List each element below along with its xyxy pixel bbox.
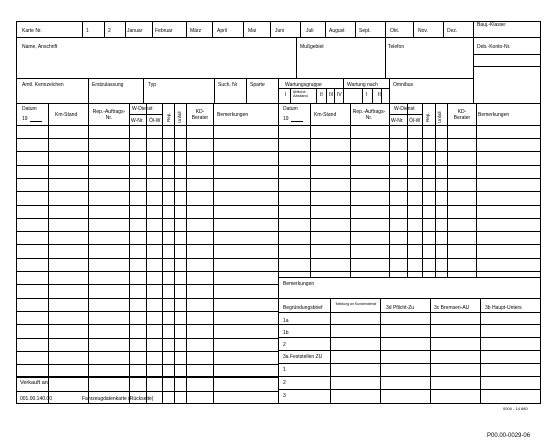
rule-h-21 [473, 54, 541, 55]
right-w-dienst-label: W-Dienst [394, 106, 415, 112]
row-1a: 1a [283, 318, 289, 324]
rule-h-67 [16, 191, 278, 192]
rule-v-8 [152, 21, 153, 37]
left-km-stand-label: Km-Stand [55, 112, 78, 118]
deb-konto-nr-label: Deb.-Konto-Nr. [477, 44, 511, 50]
rule-h-89 [278, 218, 541, 219]
rule-h-76 [16, 311, 278, 312]
left-rep-label: Rep. [166, 112, 171, 122]
rule-v-49 [186, 103, 187, 403]
rule-v-23 [296, 37, 297, 78]
wn-cell-2: II [378, 92, 381, 98]
rule-h-66 [16, 178, 278, 179]
small-code: 0004 - 14 680 [503, 406, 528, 411]
rule-v-35 [290, 88, 291, 103]
document-code: P00.00-0029-06 [487, 433, 531, 439]
rule-v-40 [362, 88, 363, 103]
rule-v-48 [174, 103, 175, 403]
rule-h-61 [389, 114, 422, 115]
typ-label: Typ [148, 82, 157, 88]
fahrzeugdaten-label: Fahrzeugdatenkarte (Rückseite) [82, 396, 154, 402]
rule-v-50 [213, 103, 214, 403]
rule-v-19 [473, 21, 474, 103]
month-feb: Februar [155, 28, 173, 34]
rule-v-7 [125, 21, 126, 37]
right-rep-label: Rep. [425, 112, 430, 122]
rule-v-42 [381, 88, 382, 103]
rule-v-24 [385, 37, 386, 78]
mussgebiet-label: Mußgebiet [300, 44, 324, 50]
right-unfall-label: Unfall [437, 111, 442, 123]
rule-h-83 [278, 138, 541, 139]
rule-h-104 [278, 363, 541, 364]
rule-v-27 [88, 78, 89, 103]
rule-h-68 [16, 205, 278, 206]
rule-h-81 [16, 377, 278, 378]
row-second-2: 2 [283, 380, 286, 386]
rule-h-85 [278, 165, 541, 166]
rule-v-33 [389, 78, 390, 103]
month-sep: Sept. [359, 28, 371, 34]
rule-v-3 [540, 21, 541, 404]
right-year-prefix: 19 [283, 116, 289, 122]
left-rep-auftrag-label: Rep.-Auftrags-Nr. [92, 109, 126, 121]
rule-h-103 [278, 350, 541, 351]
rule-h-62 [16, 125, 541, 126]
rule-v-15 [355, 21, 356, 37]
rule-h-73 [16, 271, 278, 272]
rule-h-93 [278, 271, 541, 272]
rule-v-18 [443, 21, 444, 37]
sparte-label: Sparte [250, 82, 265, 88]
rule-v-51 [278, 103, 279, 403]
page-one-label: 1 [86, 28, 89, 34]
rule-v-59 [447, 103, 448, 277]
amtl-kennzeichen-label: Amtl. Kennzeichen [22, 82, 64, 88]
rule-h-109 [291, 121, 303, 122]
rule-v-45 [129, 103, 130, 403]
wg-cell-2: II [320, 92, 323, 98]
month-aug: August [329, 28, 345, 34]
rule-h-92 [278, 258, 541, 259]
lower-bemerkungen-label: Bemerkungen [283, 281, 315, 287]
rule-h-72 [16, 258, 278, 259]
rule-h-88 [278, 205, 541, 206]
meldung-label: Meldung an Kundendienst [335, 302, 377, 306]
right-w-nr-label: W-Nr. [391, 118, 404, 124]
right-km-stand-label: Km-Stand [314, 112, 337, 118]
rule-h-77 [16, 324, 278, 325]
karte-nr-label: Karte Nr. [22, 28, 42, 34]
rule-h-108 [30, 121, 42, 122]
rule-h-0 [16, 21, 541, 22]
left-oel-label: Öl-W [149, 118, 161, 124]
rule-v-16 [385, 21, 386, 37]
omnibus-label: Omnibus [393, 82, 414, 88]
footer-code: 001.00.140.00 [20, 396, 52, 402]
rule-v-13 [300, 21, 301, 37]
col-pflicht-zu: 3d Pflicht-Zu [386, 305, 415, 311]
rule-h-75 [16, 298, 278, 299]
rule-h-20 [473, 37, 541, 38]
month-jul: Juli [306, 28, 314, 34]
rule-h-101 [278, 324, 541, 325]
rule-h-69 [16, 218, 278, 219]
left-w-nr-label: W-Nr. [131, 118, 144, 124]
right-oel-label: Öl-W [409, 118, 421, 124]
right-bemerkungen-label: Bemerkungen [478, 112, 510, 118]
wg-cell-4: IV [337, 92, 342, 98]
rule-h-22 [473, 66, 541, 67]
baujahr-klasse-label: Bauj.-Klasse: [477, 22, 507, 28]
month-may: Mai [248, 28, 257, 34]
such-nr-label: Such. Nr [218, 82, 238, 88]
rule-h-94 [278, 277, 541, 278]
rule-v-57 [422, 103, 423, 277]
rule-h-78 [16, 338, 278, 339]
rule-h-1 [16, 403, 541, 404]
rule-v-44 [88, 103, 89, 403]
rule-v-30 [246, 78, 247, 103]
month-nov: Nov. [418, 28, 428, 34]
month-mar: März [190, 28, 202, 34]
rule-v-17 [413, 21, 414, 37]
rule-v-56 [407, 103, 408, 277]
telefon-label: Telefon [388, 44, 405, 50]
row-3a: 3a Feststellen ZU [283, 354, 323, 360]
rule-v-58 [435, 103, 436, 277]
rule-v-43 [48, 103, 49, 403]
col-haupt-unters: 3b Haupt-Unters [485, 305, 522, 311]
rule-v-10 [212, 21, 213, 37]
month-dec: Dez. [447, 28, 458, 34]
rule-v-36 [316, 88, 317, 103]
rule-h-102 [278, 337, 541, 338]
rule-v-46 [146, 103, 147, 403]
month-jun: Juni [275, 28, 285, 34]
rule-h-106 [278, 389, 541, 390]
rule-h-70 [16, 231, 278, 232]
rule-v-55 [389, 103, 390, 277]
rule-h-107 [16, 376, 278, 377]
rule-h-90 [278, 231, 541, 232]
rule-v-31 [278, 78, 279, 103]
rule-v-54 [350, 103, 351, 277]
left-bemerkungen-label: Bemerkungen [217, 112, 249, 118]
left-kd-berater-label: KD-Berater [191, 109, 209, 121]
rule-h-87 [278, 191, 541, 192]
rule-h-105 [278, 376, 541, 377]
wg-cell-1: I [285, 92, 287, 98]
row-1b: 1b [283, 330, 289, 336]
rule-v-37 [326, 88, 327, 103]
rule-h-74 [16, 284, 278, 285]
begruendung-label: Begründungsbrief [283, 305, 323, 311]
rule-h-86 [278, 178, 541, 179]
name-anschrift-label: Name, Anschrift [22, 44, 58, 50]
rule-v-39 [343, 88, 344, 103]
rule-h-82 [16, 391, 278, 392]
right-rep-auftrag-label: Rep.-Auftrags-Nr. [352, 109, 386, 121]
rule-v-12 [270, 21, 271, 37]
rule-v-9 [186, 21, 187, 37]
month-jan: Januar [127, 28, 143, 34]
col-bremsen-au: 3c Bremsen-AU [434, 305, 470, 311]
wartungsgruppe-label: Wartungsgruppe [285, 82, 322, 88]
right-kd-berater-label: KD-Berater [453, 109, 471, 121]
rule-v-47 [162, 103, 163, 403]
page-two-label: 2 [108, 28, 111, 34]
row-second-1: 1 [283, 367, 286, 373]
uebliche-abstand-label: übliche Abstand [293, 89, 308, 98]
rule-h-84 [278, 151, 541, 152]
rule-v-5 [82, 21, 83, 37]
rule-v-38 [334, 88, 335, 103]
rule-v-60 [476, 103, 477, 277]
left-unfall-label: Unfall [177, 111, 182, 123]
month-apr: April [217, 28, 228, 34]
left-datum-label: Datum [22, 106, 37, 112]
wg-cell-3: III [329, 92, 334, 98]
verkauft-an-label: Verkauft an: [20, 380, 50, 386]
rule-v-28 [143, 78, 144, 103]
rule-h-95 [278, 298, 541, 299]
row-second-3: 3 [283, 393, 286, 399]
rule-h-52 [129, 114, 162, 115]
wartung-nach-label: Wartung nach [347, 82, 378, 88]
rule-h-64 [16, 151, 278, 152]
rule-h-25 [16, 78, 473, 79]
rule-v-14 [325, 21, 326, 37]
month-oct: Okt. [390, 28, 400, 34]
right-datum-label: Datum [283, 106, 298, 112]
rule-h-91 [278, 244, 541, 245]
left-w-dienst-label: W-Dienst [132, 106, 153, 112]
rule-h-71 [16, 244, 278, 245]
wn-cell-1: I [366, 92, 368, 98]
rule-h-4 [16, 37, 473, 38]
rule-v-41 [372, 88, 373, 103]
row-2: 2 [283, 342, 286, 348]
rule-v-53 [310, 103, 311, 277]
rule-h-63 [16, 138, 278, 139]
rule-h-65 [16, 165, 278, 166]
rule-v-11 [243, 21, 244, 37]
rule-h-79 [16, 351, 278, 352]
rule-v-29 [214, 78, 215, 103]
erstzulassung-label: Erstzulassung [92, 82, 124, 88]
rule-h-80 [16, 364, 278, 365]
rule-h-96 [278, 312, 541, 313]
left-year-prefix: 19 [22, 116, 28, 122]
rule-v-6 [104, 21, 105, 37]
